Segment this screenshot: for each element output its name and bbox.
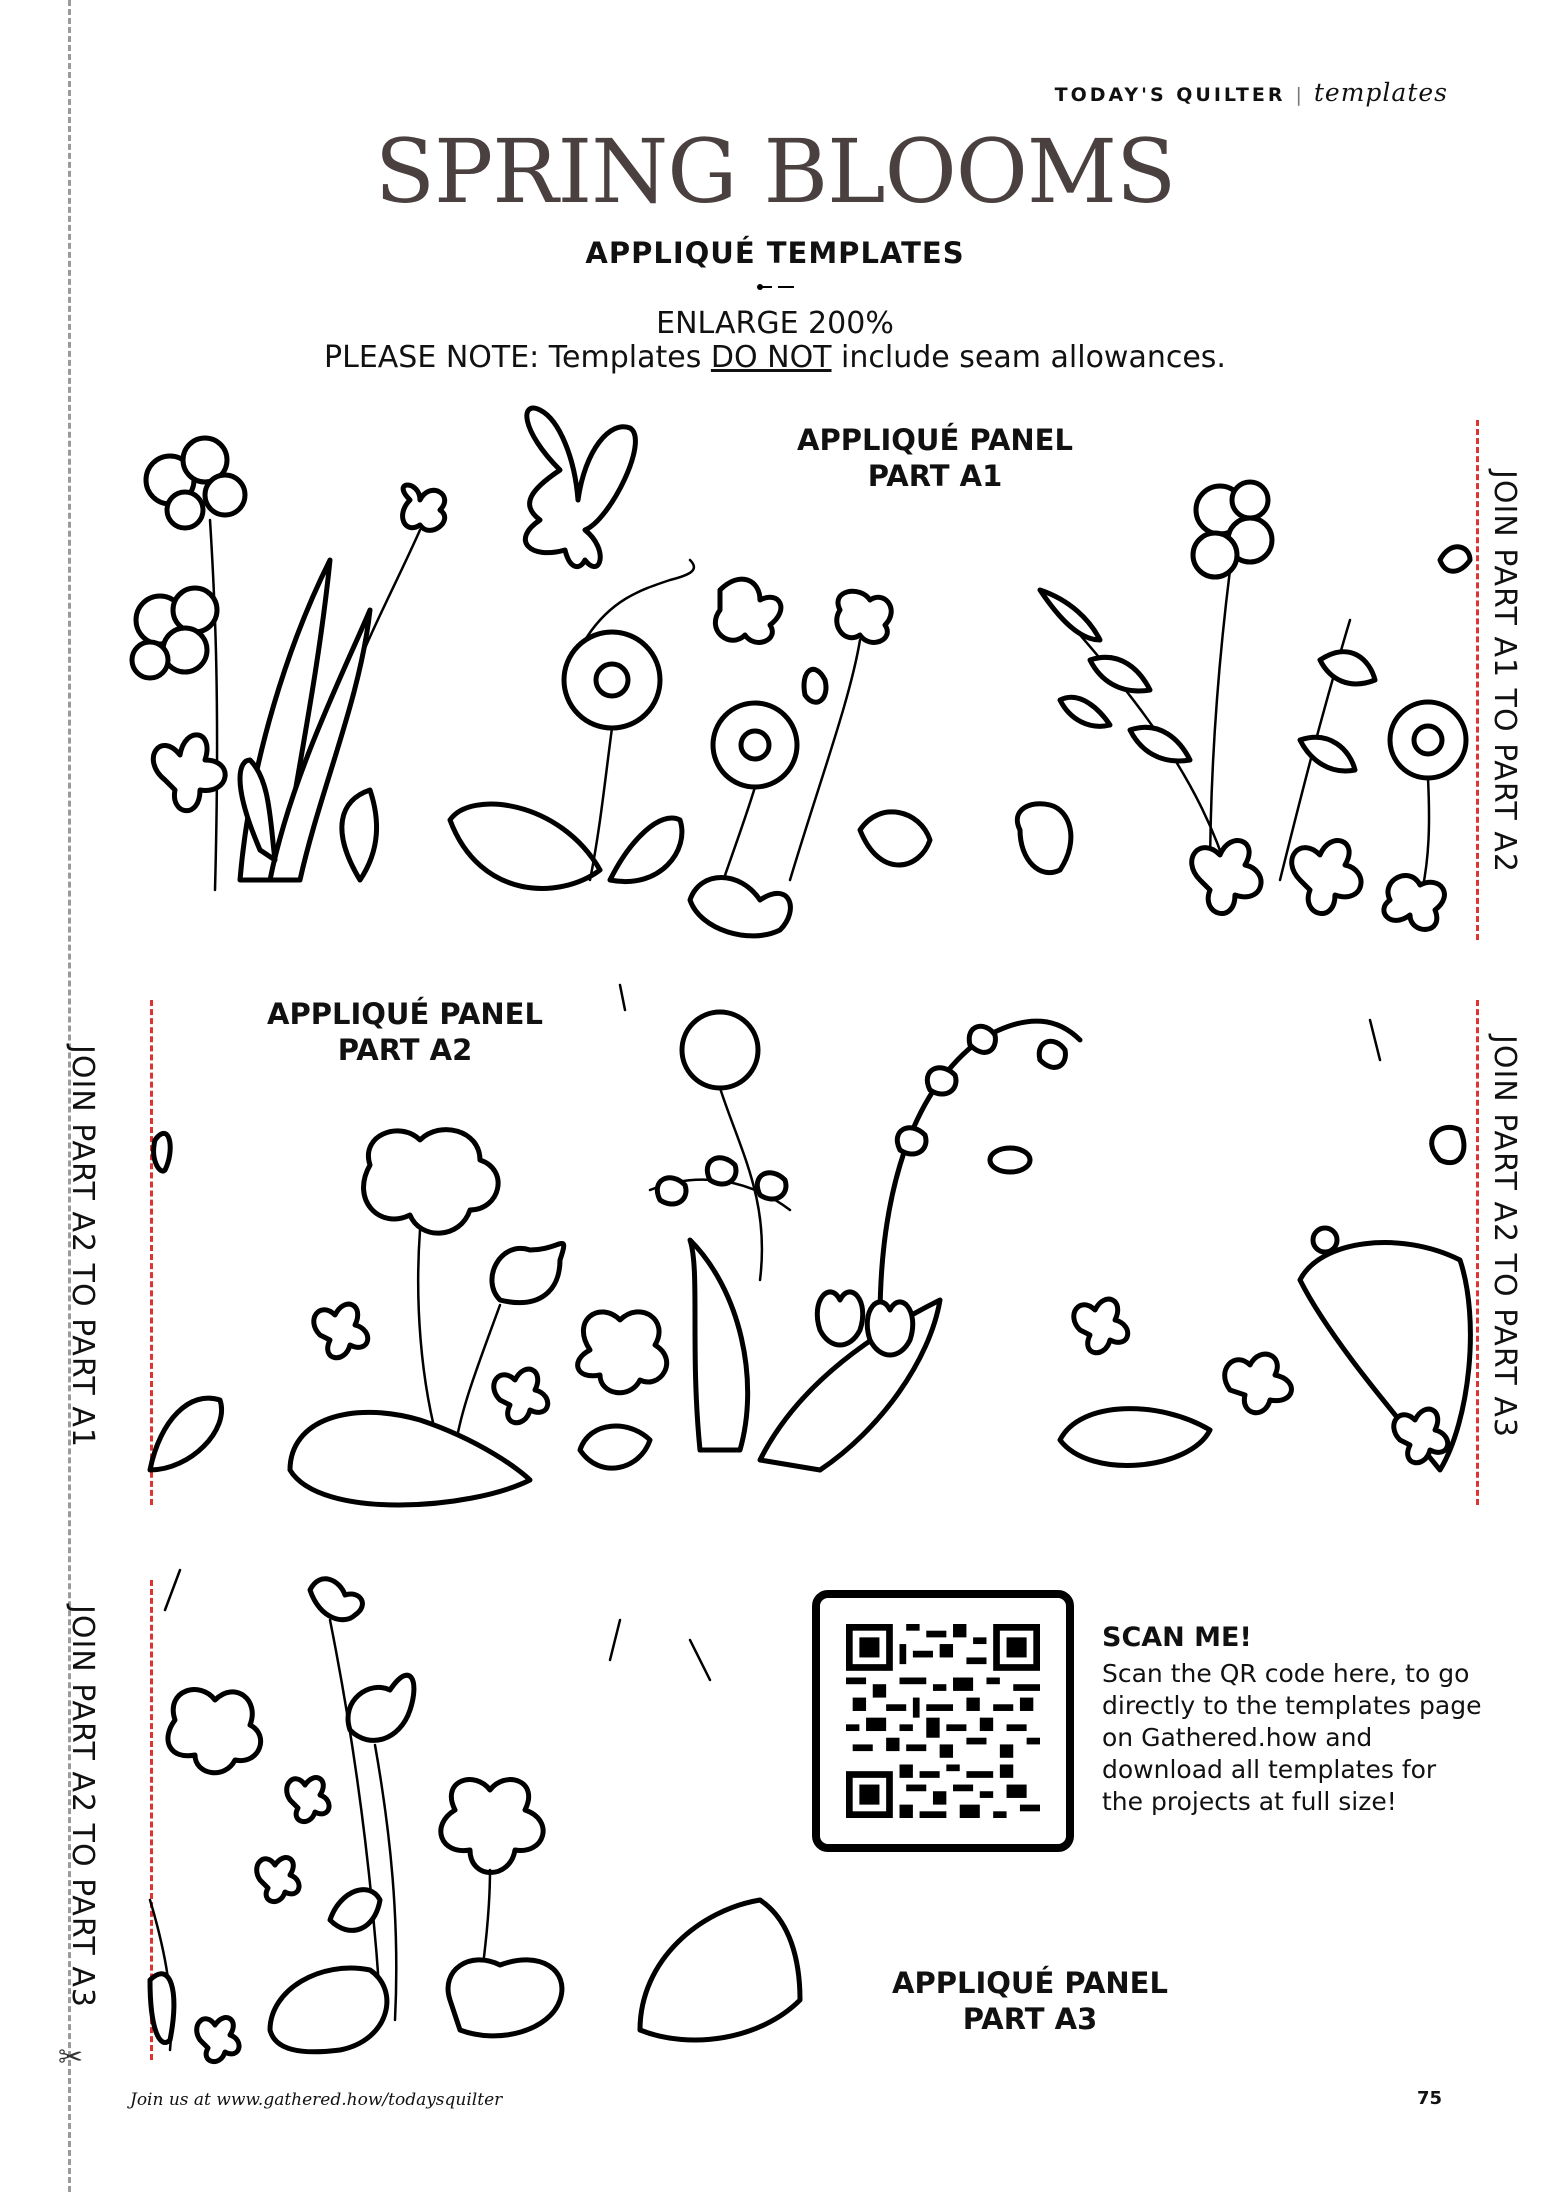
panel-a1-label-line1: APPLIQUÉ PANEL bbox=[797, 423, 1073, 457]
note-emphasis: DO NOT bbox=[710, 340, 832, 375]
page-number: 75 bbox=[1416, 2088, 1442, 2109]
masthead-separator: | bbox=[1295, 84, 1304, 106]
page-title: SPRING BLOOMS bbox=[374, 120, 1176, 223]
masthead-brand: TODAY'S QUILTER bbox=[1054, 84, 1286, 106]
scissors-icon: ✂ bbox=[58, 2040, 84, 2075]
panel-a1-label-line2: PART A1 bbox=[867, 459, 1003, 493]
note-suffix: include seam allowances. bbox=[831, 340, 1226, 375]
footer-url[interactable]: Join us at www.gathered.how/todaysquilter bbox=[130, 2090, 503, 2110]
qr-code[interactable] bbox=[812, 1590, 1074, 1852]
panel-a2-join-left: JOIN PART A2 TO PART A1 bbox=[65, 1045, 100, 1448]
panel-a3-label-line1: APPLIQUÉ PANEL bbox=[892, 1966, 1168, 2000]
scan-body-text: Scan the QR code here, to go directly to the templates page on Gathered.how and download all templates for the projects at full size! bbox=[1102, 1659, 1482, 1816]
panel-a2-join-right: JOIN PART A2 TO PART A3 bbox=[1487, 1035, 1522, 1438]
scan-heading: SCAN ME! bbox=[1102, 1622, 1252, 1653]
panel-a2-label-line1: APPLIQUÉ PANEL bbox=[267, 997, 543, 1031]
masthead-section: templates bbox=[1313, 78, 1448, 107]
panel-a3-label-line2: PART A3 bbox=[962, 2002, 1098, 2036]
enlarge-instruction: ENLARGE 200% bbox=[656, 306, 894, 341]
note-prefix: PLEASE NOTE: Templates bbox=[324, 340, 711, 375]
qr-code-pattern bbox=[846, 1624, 1040, 1818]
panel-a3-join-left: JOIN PART A2 TO PART A3 bbox=[65, 1605, 100, 2008]
panel-a2-label-line2: PART A2 bbox=[337, 1033, 473, 1067]
page-subtitle: APPLIQUÉ TEMPLATES bbox=[585, 236, 965, 270]
panel-a1-join-right: JOIN PART A1 TO PART A2 bbox=[1487, 470, 1522, 873]
